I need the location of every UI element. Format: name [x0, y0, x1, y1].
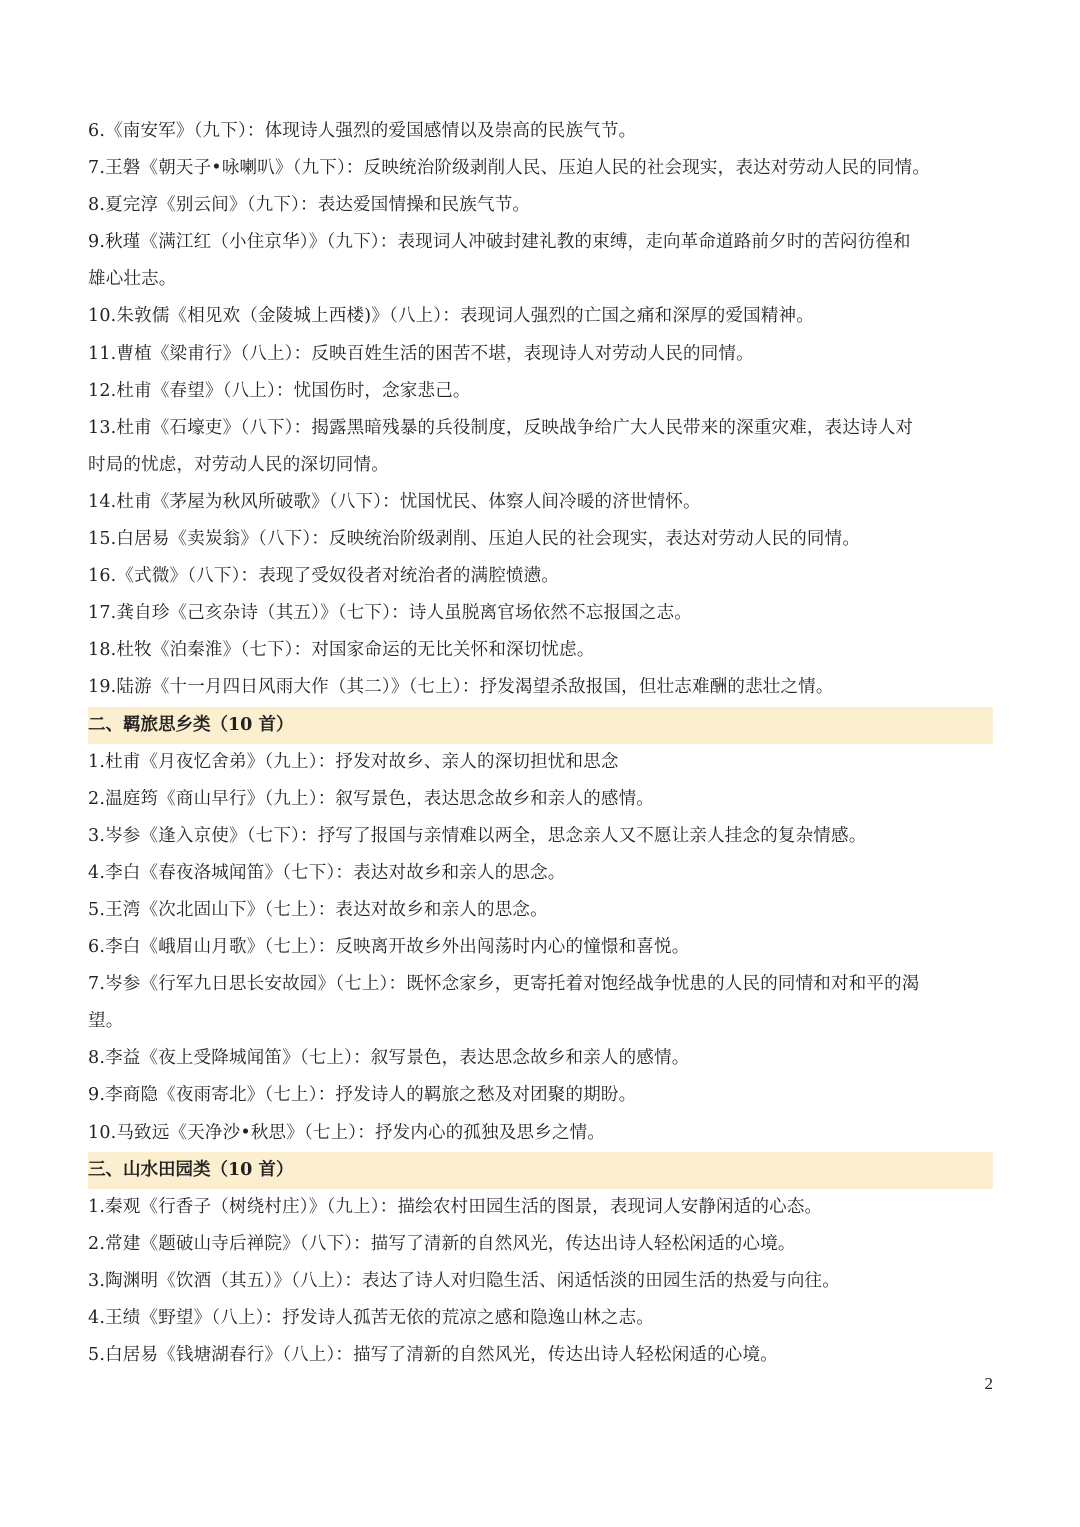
- list-item: 12.杜甫《春望》（八上）：忧国伤时，念家悲己。: [88, 380, 471, 401]
- list-item: 2.常建《题破山寺后禅院》（八下）：描写了清新的自然风光，传达出诗人轻松闲适的心境。: [88, 1233, 796, 1254]
- list-item: 1.杜甫《月夜忆舍弟》（九上）：抒发对故乡、亲人的深切担忧和思念: [88, 751, 619, 772]
- list-item: 14.杜甫《茅屋为秋风所破歌》（八下）：忧国忧民、体察人间冷暖的济世情怀。: [88, 491, 701, 512]
- list-item: 8.夏完淳《别云间》（九下）：表达爱国情操和民族气节。: [88, 195, 531, 216]
- list-item-continuation: 时局的忧虑，对劳动人民的深切同情。: [88, 454, 389, 475]
- section-homesick-list: [88, 744, 993, 1152]
- list-item: 18.杜牧《泊秦淮》（七下）：对国家命运的无比关怀和深切忧虑。: [88, 640, 595, 661]
- list-item: 6.《南安军》（九下）：体现诗人强烈的爱国感情以及崇高的民族气节。: [88, 121, 637, 141]
- page-number: 2: [984, 1374, 993, 1393]
- list-item: 10.马致远《天净沙•秋思》（七上）：抒发内心的孤独及思乡之情。: [88, 1122, 606, 1143]
- section-patriotic-list: [88, 113, 993, 707]
- list-item: 5.王湾《次北固山下》（七上）：表达对故乡和亲人的思念。: [88, 899, 548, 920]
- section-landscape-list: [88, 1189, 993, 1374]
- list-item-continuation: 望。: [88, 1011, 124, 1032]
- list-item: 10.朱敦儒《相见欢（金陵城上西楼)》（八上）：表现词人强烈的亡国之痛和深厚的爱国精神。: [88, 306, 814, 327]
- list-item: 8.李益《夜上受降城闻笛》（七上）：叙写景色，表达思念故乡和亲人的感情。: [88, 1048, 690, 1069]
- list-item: 9.李商隐《夜雨寄北》（七上）：抒发诗人的羁旅之愁及对团聚的期盼。: [88, 1085, 637, 1106]
- list-item: 19.陆游《十一月四日风雨大作（其二）》（七上）：抒发渴望杀敌报国，但壮志难酬的悲壮之情。: [88, 677, 834, 698]
- list-item-continuation: 雄心壮志。: [88, 269, 177, 290]
- list-item: 9.秋瑾《满江红（小住京华）》（九下）：表现词人冲破封建礼教的束缚，走向革命道路前夕时的苦闷彷徨和: [88, 232, 911, 253]
- document-page: [88, 113, 993, 1374]
- list-item: 2.温庭筠《商山早行》（九上）：叙写景色，表达思念故乡和亲人的感情。: [88, 788, 654, 809]
- list-item: 15.白居易《卖炭翁》（八下）：反映统治阶级剥削、压迫人民的社会现实，表达对劳动人民的同情。: [88, 529, 861, 550]
- list-item: 16.《式微》（八下）：表现了受奴役者对统治者的满腔愤懑。: [88, 566, 560, 587]
- list-item: 4.王绩《野望》（八上）：抒发诗人孤苦无依的荒凉之感和隐逸山林之志。: [88, 1308, 654, 1328]
- section-heading-homesick: 二、羁旅思乡类（10 首）: [88, 707, 993, 744]
- list-item: 11.曹植《梁甫行》（八上）：反映百姓生活的困苦不堪，表现诗人对劳动人民的同情。: [88, 343, 754, 364]
- list-item: 4.李白《春夜洛城闻笛》（七下）：表达对故乡和亲人的思念。: [88, 862, 566, 883]
- list-item: 3.陶渊明《饮酒（其五）》（八上）：表达了诗人对归隐生活、闲适恬淡的田园生活的热爱与向往。: [88, 1270, 840, 1291]
- list-item: 3.岑参《逢入京使》（七下）：抒写了报国与亲情难以两全，思念亲人又不愿让亲人挂念的复杂情感。: [88, 825, 867, 846]
- list-item: 1.秦观《行香子（树绕村庄）》（九上）：描绘农村田园生活的图景，表现词人安静闲适的心态。: [88, 1196, 823, 1217]
- list-item: 6.李白《峨眉山月歌》（七上）：反映离开故乡外出闯荡时内心的憧憬和喜悦。: [88, 937, 690, 958]
- section-heading-landscape: 三、山水田园类（10 首）: [88, 1152, 993, 1189]
- list-item: 13.杜甫《石壕吏》（八下）：揭露黑暗残暴的兵役制度，反映战争给广大人民带来的深重灾难，表达诗人对: [88, 417, 914, 438]
- list-item: 7.岑参《行军九日思长安故园》（七上）：既怀念家乡，更寄托着对饱经战争忧患的人民的同情和对和平的渴: [88, 974, 920, 995]
- list-item: 7.王磐《朝天子•咏喇叭》（九下）：反映统治阶级剥削人民、压迫人民的社会现实，表达对劳动人民的同情。: [88, 158, 931, 179]
- list-item: 5.白居易《钱塘湖春行》（八上）：描写了清新的自然风光，传达出诗人轻松闲适的心境。: [88, 1345, 778, 1366]
- list-item: 17.龚自珍《己亥杂诗（其五）》（七下）：诗人虽脱离官场依然不忘报国之志。: [88, 603, 692, 624]
